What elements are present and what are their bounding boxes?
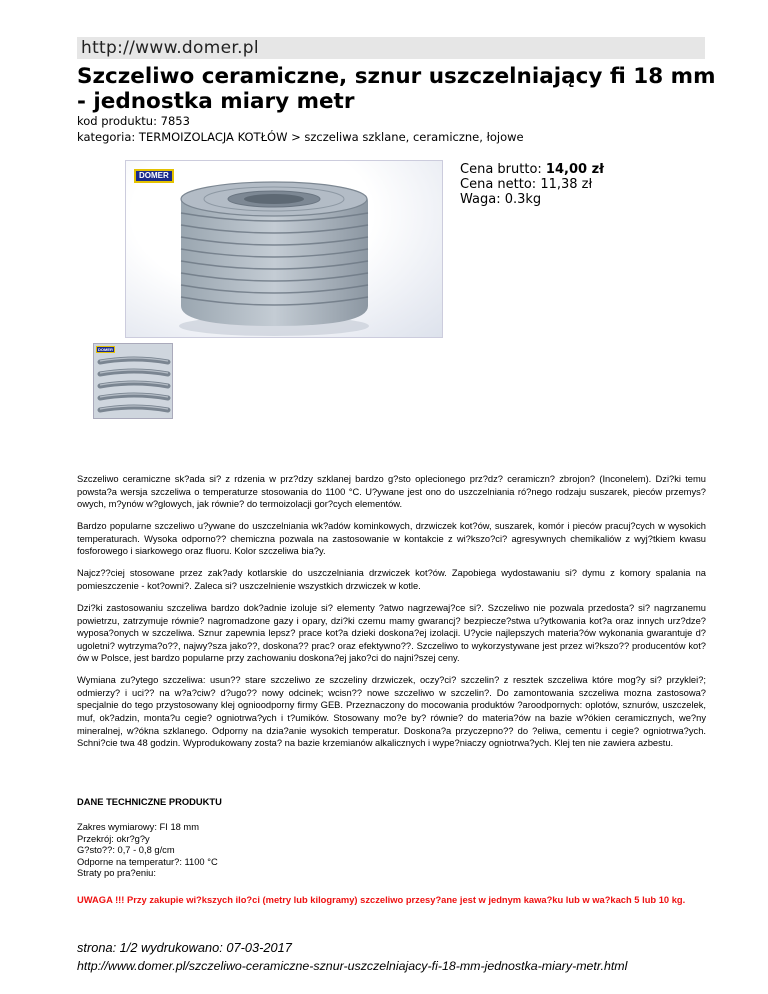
description-paragraph: Bardzo popularne szczeliwo u?ywane do uszczelniania wk?adów kominkowych, drzwiczek kot?ów, suszarek, komór i pieców pracuj?cych w wysokich temperaturach. Wysoka odporno?? chemiczna pozwala na zastosowanie w kontakcie z wi?kszo?ci? agresywnych chemikaliów z wyj?tkiem kwasu fosforowego i siarkowego oraz fluoru. Kolor szczeliwa bia?y. [77, 521, 706, 557]
net-price-value: 11,38 zł [540, 177, 593, 192]
weight-row [460, 192, 604, 207]
tech-data-row: Zakres wymiarowy: FI 18 mm [77, 822, 200, 832]
description-paragraph: Wymiana zu?ytego szczeliwa: usun?? stare szczeliwo ze szczeliny drzwiczek, oczy?ci? szczelin? z resztek szczeliwa które mog?y si? przyklei?; odmierzy? i uci?? na w?a?ciw? d?ugo?? nowy odcinek; wcisn?? nowe szczeliwo w szczelin?. Do zamontowania szczeliwa mozna zastosowa? specjalnie do tego przystosowany klej ognioodporny firmy GEB. Przeznaczony do mocowania produktów ?aroodpornych: oplotów, sznurów, uszczelek, muf, ok?adzin, monta?u cegie? ogniotrwa?ych i t?umików. Stosowany mo?e by? równie? do materia?ów na bazie w?ókien ceramicznych, we?ny mineralnej, w?ókna szklanego. Odporny na dzia?anie wysokich temperatur. Doskona?a przyczepno?? do ?eliwa, cementu i cegie? ogniotrwa?ych. Schni?cie twa 48 godzin. Wyprodukowany zosta? na bazie krzemianów alkalicznych i wype?niaczy ogniotrwa?ych. Klej ten nie zawiera azbestu. [77, 675, 706, 749]
product-category: kategoria: TERMOIZOLACJA KOTŁÓW > szczeliwa szklane, ceramiczne, łojowe [77, 130, 524, 144]
footer-url[interactable]: http://www.domer.pl/szczeliwo-ceramiczne-sznur-uszczelniajacy-fi-18-mm-jednostka-miary-metr.html [77, 959, 628, 973]
gross-price-value: 14,00 zł [545, 162, 604, 177]
weight-value: 0.3kg [504, 192, 542, 207]
tech-data-row: Przekrój: okr?g?y [77, 833, 150, 844]
brand-logo: DOMER [134, 169, 174, 183]
tech-data-row: Odporne na temperatur?: 1100 °C [77, 856, 218, 867]
product-description [77, 473, 706, 759]
product-code: kod produktu: 7853 [77, 114, 190, 128]
net-price-label: Cena netto: [460, 177, 541, 192]
description-paragraph: Dzi?ki zastosowaniu szczeliwa bardzo dok?adnie izoluje si? elementy ?atwo nagrzewaj?ce si?. Szczeliwo nie pozwala przedosta? si? nagrzanemu powietrzu, zatrzymuje równie? nagromadzone gazy i opary, dzi?ki czemu mamy gwarancj? bezpiecze?stwa u?ytkowania kot?a oraz innych urz?dze? wyposa?onych w szczeliwa. Sznur zapewnia lepsz? prace kot?a dzieki doskona?ej izolacji. U?ycie najlepszych materia?ów wykonania gwarantuje d?ugoletni? wytrzyma?o??, najwy?sza jako??, doskona?? prac? oraz efektywno??. Szczeliwo to wykorzystywane jest przez wi?kszo?? producentów kot?ów w Polsce, jest bardzo popularne przy zachowaniu doskona?ej jako?ci do najni?szej ceny. [77, 602, 706, 664]
site-url[interactable]: http://www.domer.pl [77, 37, 705, 59]
tech-data-row: Straty po pra?eniu: [77, 868, 156, 879]
weight-label: Waga: [460, 192, 505, 207]
description-paragraph: Najcz??ciej stosowane przez zak?ady kotlarskie do uszczelniania drzwiczek kot?ów. Zapobiega wydostawaniu si? dymu z komory spalania na pomieszczenie - kot?owni?. Zaleca si? uszczelnienie wszystkich drzwiczek w kotle. [77, 568, 706, 591]
gross-price-label: Cena brutto: [460, 162, 546, 177]
product-image[interactable] [125, 160, 443, 338]
footer-page-info: strona: 1/2 wydrukowano: 07-03-2017 [77, 940, 292, 955]
net-price-row [460, 177, 604, 192]
rope-coil-illustration [126, 161, 443, 338]
gross-price-row [460, 162, 604, 177]
tech-data-list [77, 822, 218, 880]
thumb-brand-logo: DOMER [98, 347, 113, 352]
price-box [460, 162, 604, 207]
product-title: Szczeliwo ceramiczne, sznur uszczelniający fi 18 mm - jednostka miary metr [77, 64, 716, 114]
tech-data-heading: DANE TECHNICZNE PRODUKTU [77, 797, 222, 807]
shipping-warning: UWAGA !!! Przy zakupie wi?kszych ilo?ci (metry lub kilogramy) szczeliwo przesy?ane jest w jednym kawa?ku lub w wa?kach 5 lub 10 kg. [77, 895, 686, 905]
rope-thumbnail-illustration [94, 344, 173, 419]
product-thumbnail[interactable] [93, 343, 173, 419]
description-paragraph: Szczeliwo ceramiczne sk?ada si? z rdzenia w prz?dzy szklanej bardzo g?sto oplecionego prz?dz? ceramiczn? zbrojon? (Inconelem). Dzi?ki temu powsta?a wersja szczeliwa o temperaturze stosowania do 1100 °C. U?ywane jest ono do uszczelniania ró?nego rodzaju suszarek, pieców przemys?owych, m?ynów w?glowych, jak równie? do termoizolacji gor?cych elementów. [77, 474, 706, 510]
tech-data-row: G?sto??: 0,7 - 0,8 g/cm [77, 845, 175, 856]
